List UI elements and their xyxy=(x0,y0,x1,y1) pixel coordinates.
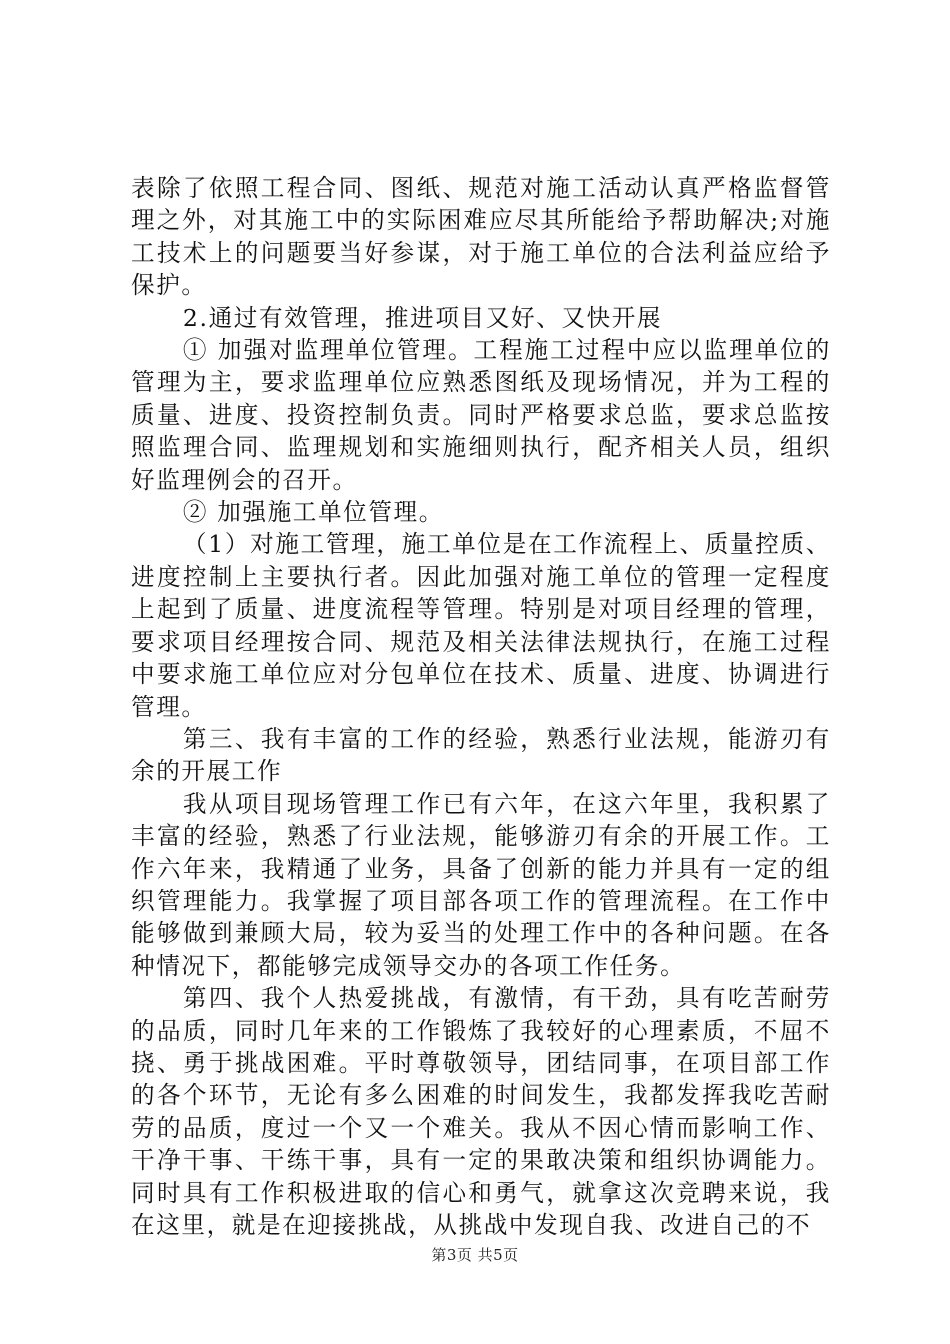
paragraph-8: 第四、我个人热爱挑战，有激情，有干劲，具有吃苦耐劳的品质，同时几年来的工作锻炼了我较好的心理素质，不屈不挠、勇于挑战困难。平时尊敬领导，团结同事，在项目部工作的各个环节，无论有多么困难的时间发生，我都发挥我吃苦耐劳的品质，度过一个又一个难关。我从不因心情而影响工作、干净干事、干练干事，具有一定的果敢决策和组织协调能力。同时具有工作积极进取的信心和勇气，就拿这次竞聘来说，我在这里，就是在迎接挑战，从挑战中发现自我、改进自己的不 xyxy=(131,984,831,1239)
paragraph-2-heading: 2.通过有效管理，推进项目又好、又快开展 xyxy=(182,303,663,332)
paragraph-5: （1）对施工管理，施工单位是在工作流程上、质量控质、进度控制上主要执行者。因此加强对施工单位的管理一定程度上起到了质量、进度流程等管理。特别是对项目经理的管理，要求项目经理按合同、规范及相关法律法规执行，在施工过程中要求施工单位应对分包单位在技术、质量、进度、协调进行管理。 xyxy=(131,530,831,721)
page-footer: 第3页 共5页 xyxy=(431,1246,519,1264)
paragraph-1: 表除了依照工程合同、图纸、规范对施工活动认真严格监督管理之外，对其施工中的实际困难应尽其所能给予帮助解决;对施工技术上的问题要当好参谋，对于施工单位的合法利益应给予保护。 xyxy=(131,174,831,300)
paragraph-3: ① 加强对监理单位管理。工程施工过程中应以监理单位的管理为主，要求监理单位应熟悉图纸及现场情况，并为工程的质量、进度、投资控制负责。同时严格要求总监，要求总监按照监理合同、监理规划和实施细则执行，配齐相关人员，组织好监理例会的召开。 xyxy=(131,336,831,494)
document-body xyxy=(131,172,831,1241)
paragraph-6: 第三、我有丰富的工作的经验，熟悉行业法规，能游刃有余的开展工作 xyxy=(131,724,831,786)
paragraph-7: 我从项目现场管理工作已有六年，在这六年里，我积累了丰富的经验，熟悉了行业法规，能够游刃有余的开展工作。工作六年来，我精通了业务，具备了创新的能力并具有一定的组织管理能力。我掌握了项目部各项工作的管理流程。在工作中能够做到兼顾大局，较为妥当的处理工作中的各种问题。在各种情况下，都能够完成领导交办的各项工作任务。 xyxy=(131,789,831,980)
paragraph-4: ② 加强施工单位管理。 xyxy=(182,498,444,527)
